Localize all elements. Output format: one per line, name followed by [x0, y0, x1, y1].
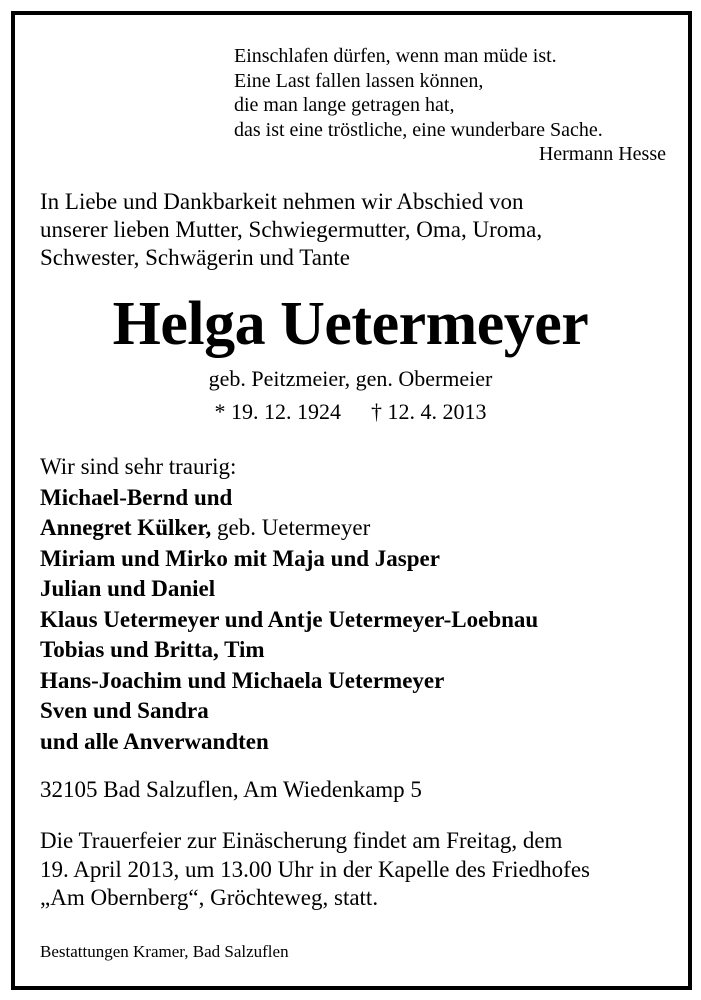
mourner-name: Julian und Daniel: [40, 576, 216, 601]
mourner-line: [40, 635, 680, 666]
birth-date: * 19. 12. 1924: [214, 399, 341, 424]
poem-line: das ist eine tröstliche, eine wunderbare Sache.: [234, 118, 603, 141]
mourner-name: Miriam und Mirko mit Maja und Jasper: [40, 545, 440, 571]
life-dates: [0, 397, 701, 427]
mourners-intro: Wir sind sehr traurig:: [40, 454, 237, 479]
family-address: 32105 Bad Salzuflen, Am Wiedenkamp 5: [40, 777, 422, 802]
mourner-name: Annegret Külker,: [40, 515, 212, 540]
poem-block: [234, 44, 666, 167]
undertaker-credit: Bestattungen Kramer, Bad Salzuflen: [40, 942, 289, 961]
ceremony-line: 19. April 2013, um 13.00 Uhr in der Kapelle des Friedhofes: [40, 856, 590, 882]
deceased-name: Helga Uetermeyer: [112, 290, 589, 358]
poem-line: die man lange getragen hat,: [234, 94, 455, 116]
mourner-line: [40, 513, 680, 544]
intro-line: unserer lieben Mutter, Schwiegermutter, Oma, Uroma,: [40, 217, 543, 242]
ceremony-line: Die Trauerfeier zur Einäscherung findet am Freitag, dem: [40, 828, 563, 853]
mourner-line: [40, 483, 680, 514]
mourner-line: [40, 727, 680, 758]
farewell-intro: [40, 188, 670, 272]
ceremony-info: [40, 827, 680, 913]
intro-line: In Liebe und Dankbarkeit nehmen wir Abschied von: [40, 189, 524, 214]
mourner-line: [40, 605, 680, 636]
death-date: † 12. 4. 2013: [371, 399, 487, 424]
ceremony-line: „Am Obernberg“, Gröchteweg, statt.: [40, 885, 379, 910]
intro-line: Schwester, Schwägerin und Tante: [40, 245, 351, 270]
poem-author: Hermann Hesse: [538, 143, 666, 165]
mourner-name: Michael-Bernd und: [40, 484, 233, 510]
mourners-list: [40, 452, 680, 757]
mourner-note: geb. Uetermeyer: [211, 515, 371, 540]
maiden-name: geb. Peitzmeier, gen. Obermeier: [208, 366, 493, 391]
mourner-name: Sven und Sandra: [40, 698, 209, 723]
poem-line: Eine Last fallen lassen können,: [234, 69, 484, 92]
mourner-name: Tobias und Britta, Tim: [40, 637, 265, 662]
mourner-name: und alle Anverwandten: [40, 728, 269, 754]
mourner-name: Klaus Uetermeyer und Antje Uetermeyer-Loebnau: [40, 606, 539, 632]
poem-line: Einschlafen dürfen, wenn man müde ist.: [234, 45, 557, 67]
mourner-name: Hans-Joachim und Michaela Uetermeyer: [40, 667, 445, 693]
mourner-line: [40, 696, 680, 727]
mourner-line: [40, 666, 680, 697]
mourner-line: [40, 574, 680, 605]
mourner-line: [40, 544, 680, 575]
